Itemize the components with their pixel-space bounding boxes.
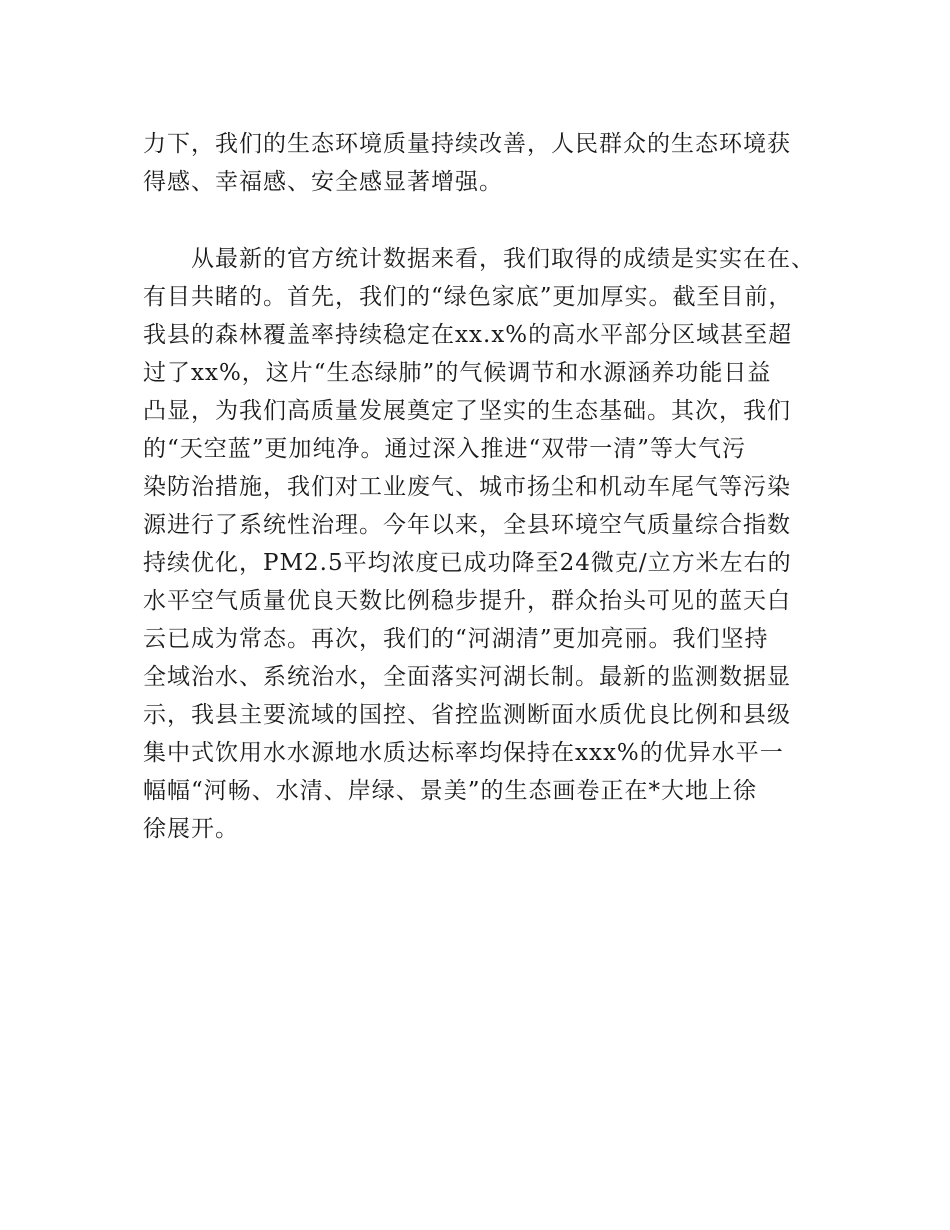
paragraph-2-line: 我县的森林覆盖率持续稳定在xx.x%的高水平部分区域甚至超 [143, 322, 793, 348]
paragraph-2-line: 有目共睹的。首先，我们的“绿色家底”更加厚实。截至目前， [143, 284, 793, 310]
paragraph-2-line: 集中式饮用水水源地水质达标率均保持在xxx%的优异水平一 [143, 740, 784, 766]
paragraph-2-line: 从最新的官方统计数据来看，我们取得的成绩是实实在在、 [191, 246, 815, 272]
paragraph-2-line: 幅幅“河畅、水清、岸绿、景美”的生态画卷正在*大地上徐 [143, 778, 758, 804]
paragraph-1 [143, 125, 843, 201]
paragraph-2-line: 染防治措施，我们对工业废气、城市扬尘和机动车尾气等污染 [143, 474, 791, 500]
paragraph-2-line: 全域治水、系统治水，全面落实河湖长制。最新的监测数据显 [143, 664, 791, 690]
paragraph-2-line: 示，我县主要流域的国控、省控监测断面水质优良比例和县级 [143, 702, 791, 728]
paragraph-2 [143, 240, 843, 848]
paragraph-2-line: 云已成为常态。再次，我们的“河湖清”更加亮丽。我们坚持 [143, 626, 769, 652]
paragraph-2-line: 过了xx%，这片“生态绿肺”的气候调节和水源涵养功能日益 [143, 360, 772, 386]
paragraph-2-line: 水平空气质量优良天数比例稳步提升，群众抬头可见的蓝天白 [143, 588, 791, 614]
paragraph-2-line: 凸显，为我们高质量发展奠定了坚实的生态基础。其次，我们 [143, 398, 791, 424]
paragraph-2-line: 持续优化，PM2.5平均浓度已成功降至24微克/立方米左右的 [143, 550, 792, 576]
paragraph-2-line: 的“天空蓝”更加纯净。通过深入推进“双带一清”等大气污 [143, 436, 747, 462]
paragraph-2-line: 源进行了系统性治理。今年以来，全县环境空气质量综合指数 [143, 512, 791, 538]
paragraph-2-line: 徐展开。 [143, 816, 239, 842]
paragraph-1-line: 得感、幸福感、安全感显著增强。 [143, 169, 503, 195]
paragraph-1-line: 力下，我们的生态环境质量持续改善，人民群众的生态环境获 [143, 131, 791, 157]
